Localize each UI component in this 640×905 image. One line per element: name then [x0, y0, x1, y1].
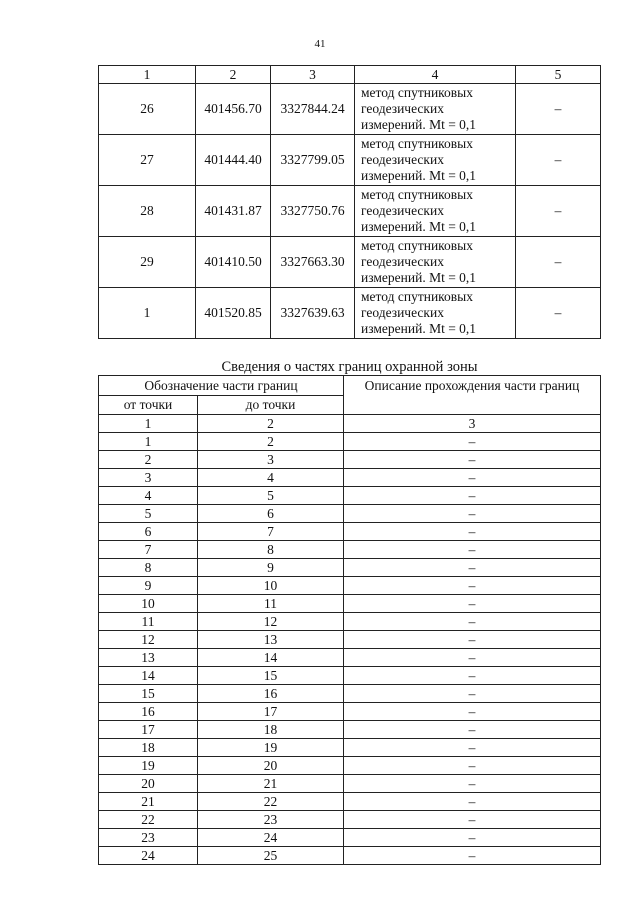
to-point: 24	[198, 829, 344, 847]
from-point-header: от точки	[99, 396, 198, 415]
to-point: 21	[198, 775, 344, 793]
boundary-part-row	[99, 559, 601, 577]
boundary-parts-table	[98, 375, 601, 865]
part-description: –	[344, 487, 601, 505]
boundary-part-row	[99, 847, 601, 865]
section-caption: Сведения о частях границ охранной зоны	[221, 359, 478, 375]
boundary-part-row	[99, 793, 601, 811]
x-coordinate: 401410.50	[196, 237, 271, 288]
boundary-part-row	[99, 739, 601, 757]
method-description	[355, 237, 516, 288]
from-point: 8	[99, 559, 198, 577]
designation-header: Обозначение части границ	[99, 376, 344, 396]
part-description: –	[344, 847, 601, 865]
to-point: 10	[198, 577, 344, 595]
boundary-part-row	[99, 595, 601, 613]
to-point: 20	[198, 757, 344, 775]
boundary-part-row	[99, 505, 601, 523]
to-point: 23	[198, 811, 344, 829]
to-point: 7	[198, 523, 344, 541]
coordinate-row	[99, 135, 601, 186]
x-coordinate: 401444.40	[196, 135, 271, 186]
point-number: 26	[99, 84, 196, 135]
method-description	[355, 135, 516, 186]
coordinate-row	[99, 84, 601, 135]
column-number: 2	[198, 415, 344, 433]
coordinate-row	[99, 186, 601, 237]
to-point: 4	[198, 469, 344, 487]
method-line: метод спутниковых	[361, 289, 473, 304]
point-number: 28	[99, 186, 196, 237]
method-description	[355, 288, 516, 339]
boundary-part-row	[99, 757, 601, 775]
to-point-header: до точки	[198, 396, 344, 415]
column-number: 3	[344, 415, 601, 433]
boundary-part-row	[99, 631, 601, 649]
x-coordinate: 401520.85	[196, 288, 271, 339]
from-point: 16	[99, 703, 198, 721]
part-description: –	[344, 451, 601, 469]
boundary-part-row	[99, 577, 601, 595]
method-line: метод спутниковых	[361, 136, 473, 151]
x-coordinate: 401431.87	[196, 186, 271, 237]
boundary-part-row	[99, 469, 601, 487]
part-description: –	[344, 811, 601, 829]
boundary-part-row	[99, 433, 601, 451]
y-coordinate: 3327639.63	[271, 288, 355, 339]
from-point: 21	[99, 793, 198, 811]
x-coordinate: 401456.70	[196, 84, 271, 135]
to-point: 2	[198, 433, 344, 451]
from-point: 23	[99, 829, 198, 847]
part-description: –	[344, 613, 601, 631]
parts-header-row	[99, 376, 601, 396]
coordinates-header-row	[99, 66, 601, 84]
method-line: измерений. Mt = 0,1	[361, 117, 477, 132]
from-point: 7	[99, 541, 198, 559]
boundary-part-row	[99, 721, 601, 739]
part-description: –	[344, 685, 601, 703]
from-point: 6	[99, 523, 198, 541]
part-description: –	[344, 469, 601, 487]
y-coordinate: 3327750.76	[271, 186, 355, 237]
header-cell: 3	[271, 66, 355, 84]
to-point: 15	[198, 667, 344, 685]
note-dash: –	[516, 84, 601, 135]
header-cell: 4	[355, 66, 516, 84]
boundary-part-row	[99, 667, 601, 685]
from-point: 14	[99, 667, 198, 685]
to-point: 16	[198, 685, 344, 703]
boundary-part-row	[99, 649, 601, 667]
header-cell: 5	[516, 66, 601, 84]
to-point: 8	[198, 541, 344, 559]
to-point: 11	[198, 595, 344, 613]
method-line: геодезических	[361, 152, 444, 167]
part-description: –	[344, 721, 601, 739]
method-line: измерений. Mt = 0,1	[361, 321, 477, 336]
header-cell: 2	[196, 66, 271, 84]
description-header: Описание прохождения части границ	[344, 376, 601, 415]
to-point: 17	[198, 703, 344, 721]
from-point: 11	[99, 613, 198, 631]
part-description: –	[344, 595, 601, 613]
method-line: метод спутниковых	[361, 85, 473, 100]
boundary-part-row	[99, 523, 601, 541]
from-point: 18	[99, 739, 198, 757]
boundary-part-row	[99, 487, 601, 505]
part-description: –	[344, 775, 601, 793]
boundary-part-row	[99, 685, 601, 703]
part-description: –	[344, 505, 601, 523]
coordinates-table	[98, 65, 601, 339]
method-line: измерений. Mt = 0,1	[361, 270, 477, 285]
to-point: 13	[198, 631, 344, 649]
y-coordinate: 3327663.30	[271, 237, 355, 288]
note-dash: –	[516, 186, 601, 237]
part-description: –	[344, 829, 601, 847]
boundary-part-row	[99, 541, 601, 559]
page-number: 41	[314, 38, 326, 50]
method-description	[355, 186, 516, 237]
to-point: 12	[198, 613, 344, 631]
boundary-part-row	[99, 829, 601, 847]
part-description: –	[344, 433, 601, 451]
point-number: 29	[99, 237, 196, 288]
boundary-part-row	[99, 613, 601, 631]
coordinate-row	[99, 237, 601, 288]
part-description: –	[344, 631, 601, 649]
method-line: геодезических	[361, 203, 444, 218]
coordinate-row	[99, 288, 601, 339]
from-point: 4	[99, 487, 198, 505]
to-point: 6	[198, 505, 344, 523]
from-point: 9	[99, 577, 198, 595]
note-dash: –	[516, 237, 601, 288]
to-point: 9	[198, 559, 344, 577]
part-description: –	[344, 667, 601, 685]
boundary-part-row	[99, 703, 601, 721]
part-description: –	[344, 703, 601, 721]
from-point: 13	[99, 649, 198, 667]
from-point: 10	[99, 595, 198, 613]
boundary-part-row	[99, 451, 601, 469]
method-description	[355, 84, 516, 135]
from-point: 3	[99, 469, 198, 487]
from-point: 1	[99, 433, 198, 451]
part-description: –	[344, 541, 601, 559]
point-number: 1	[99, 288, 196, 339]
from-point: 24	[99, 847, 198, 865]
from-point: 15	[99, 685, 198, 703]
from-point: 20	[99, 775, 198, 793]
column-number: 1	[99, 415, 198, 433]
method-line: измерений. Mt = 0,1	[361, 219, 477, 234]
part-description: –	[344, 739, 601, 757]
to-point: 14	[198, 649, 344, 667]
note-dash: –	[516, 288, 601, 339]
method-line: геодезических	[361, 254, 444, 269]
to-point: 22	[198, 793, 344, 811]
to-point: 18	[198, 721, 344, 739]
from-point: 2	[99, 451, 198, 469]
method-line: измерений. Mt = 0,1	[361, 168, 477, 183]
part-description: –	[344, 523, 601, 541]
method-line: геодезических	[361, 101, 444, 116]
part-description: –	[344, 793, 601, 811]
method-line: метод спутниковых	[361, 187, 473, 202]
from-point: 5	[99, 505, 198, 523]
note-dash: –	[516, 135, 601, 186]
from-point: 22	[99, 811, 198, 829]
from-point: 12	[99, 631, 198, 649]
boundary-part-row	[99, 775, 601, 793]
to-point: 5	[198, 487, 344, 505]
header-cell: 1	[99, 66, 196, 84]
column-number-row	[99, 415, 601, 433]
to-point: 25	[198, 847, 344, 865]
to-point: 3	[198, 451, 344, 469]
boundary-part-row	[99, 811, 601, 829]
method-line: метод спутниковых	[361, 238, 473, 253]
method-line: геодезических	[361, 305, 444, 320]
y-coordinate: 3327844.24	[271, 84, 355, 135]
point-number: 27	[99, 135, 196, 186]
from-point: 17	[99, 721, 198, 739]
to-point: 19	[198, 739, 344, 757]
from-point: 19	[99, 757, 198, 775]
y-coordinate: 3327799.05	[271, 135, 355, 186]
part-description: –	[344, 757, 601, 775]
part-description: –	[344, 649, 601, 667]
part-description: –	[344, 559, 601, 577]
part-description: –	[344, 577, 601, 595]
